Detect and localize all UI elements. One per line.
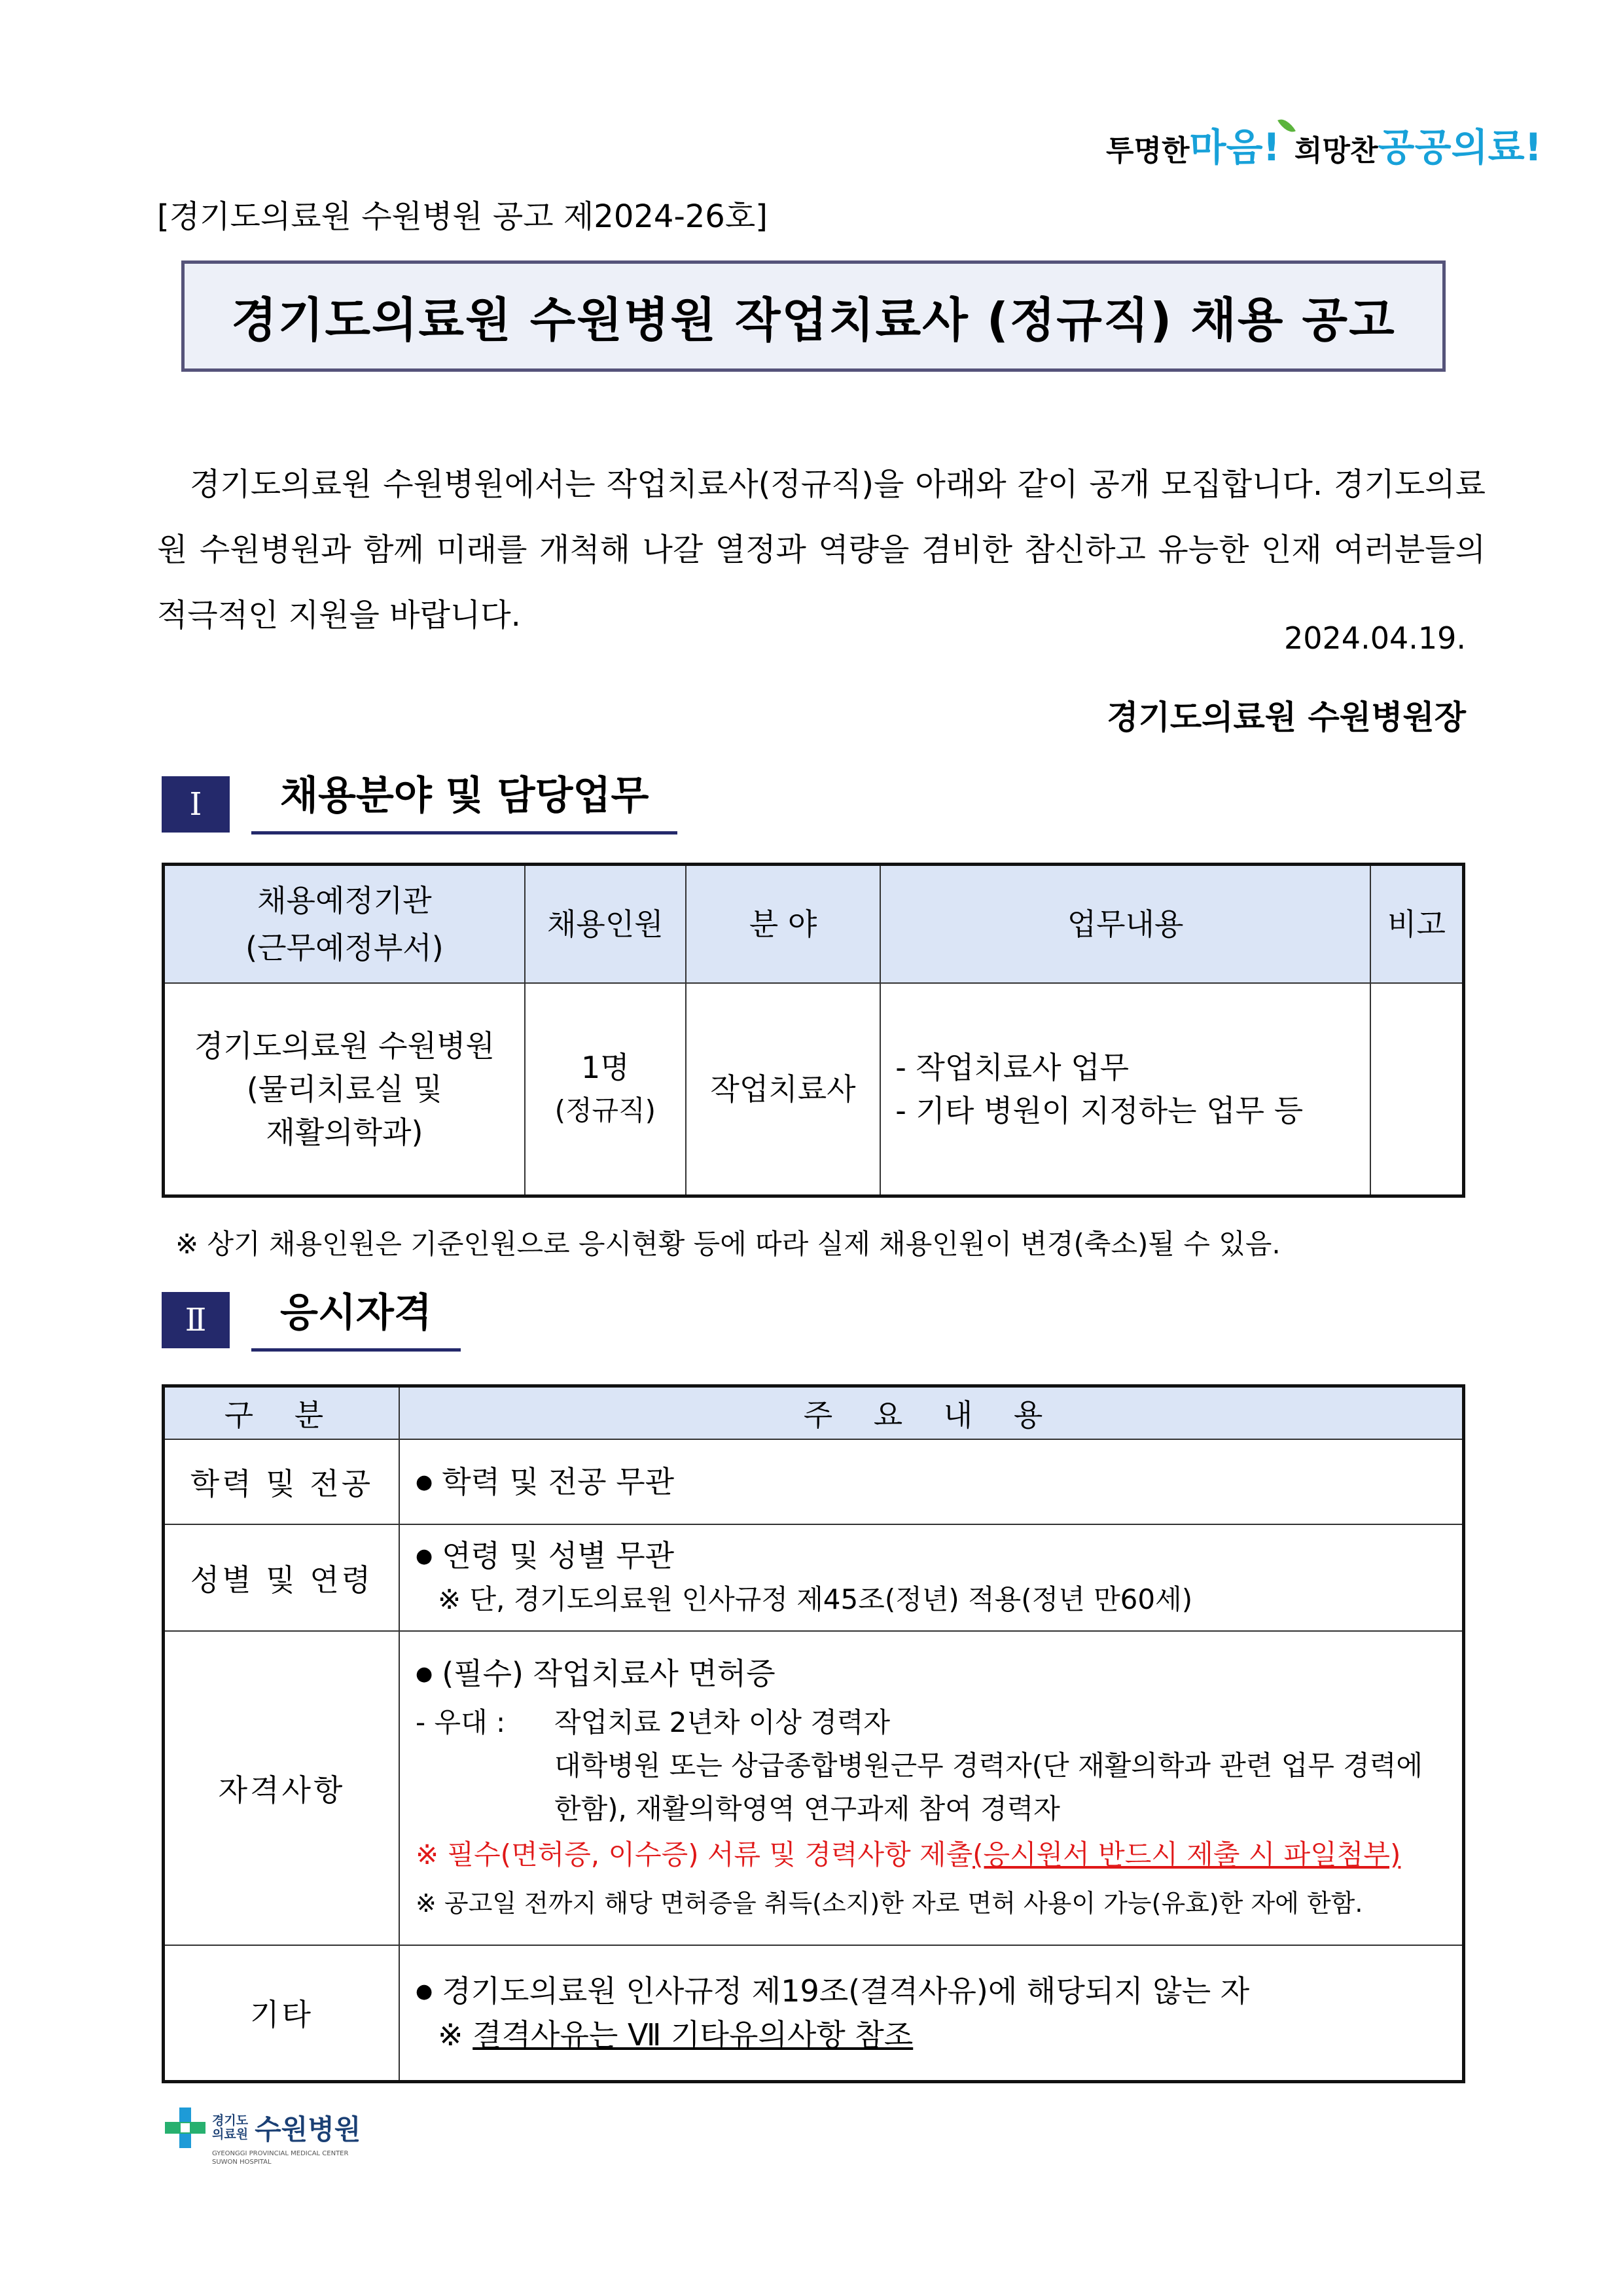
- cat-education: 학력 및 전공: [164, 1439, 400, 1524]
- logo-name: 수원병원: [255, 2113, 361, 2145]
- slogan-part2: 마음!: [1189, 125, 1281, 170]
- cat-qualification: 자격사항: [164, 1631, 400, 1945]
- pref-line1: 작업치료 2년차 이상 경력자: [554, 1706, 891, 1738]
- table-row: [164, 1439, 1464, 1524]
- section2-title: 응시자격: [251, 1282, 461, 1352]
- leaf-icon: [1277, 115, 1296, 136]
- slogan: [1106, 117, 1542, 171]
- license-note: ※ 공고일 전까지 해당 면허증을 취득(소지)한 자로 면허 사용이 가능(유효)한 자에 한함.: [416, 1888, 1363, 1918]
- cat-age: 성별 및 연령: [164, 1524, 400, 1631]
- required-docs-note: ※ 필수(면허증, 이수증) 서류 및 경력사항 제출(응시원서 반드시 제출 시 파일첨부): [416, 1838, 1401, 1871]
- section1-title: 채용분야 및 담당업무: [251, 764, 677, 834]
- cell-org: 경기도의료원 수원병원 (물리치료실 및 재활의학과): [164, 983, 525, 1196]
- header-category: 구 분: [164, 1386, 400, 1440]
- header-count: 채용인원: [525, 865, 686, 984]
- pref-label: - 우대 :: [416, 1706, 506, 1738]
- header-note: 비고: [1370, 865, 1464, 984]
- notice-date: 2024.04.19.: [1284, 620, 1466, 656]
- table-row: [164, 1524, 1464, 1631]
- etc-note: ※ 결격사유는 Ⅶ 기타유의사항 참조: [438, 2017, 914, 2053]
- slogan-part1: 투명한: [1106, 134, 1190, 168]
- positions-footnote: ※ 상기 채용인원은 기준인원으로 응시현황 등에 따라 실제 채용인원이 변경(축소)될 수 있음.: [175, 1228, 1281, 1260]
- cell-note: [1370, 983, 1464, 1196]
- section2-number: Ⅱ: [162, 1292, 230, 1348]
- page-title: 경기도의료원 수원병원 작업치료사 (정규직) 채용 공고: [231, 293, 1396, 348]
- positions-table: [162, 863, 1465, 1198]
- header-field: 분 야: [686, 865, 880, 984]
- intro-paragraph: [157, 452, 1486, 648]
- header-content: 주 요 내 용: [399, 1386, 1464, 1440]
- education-item: ● 학력 및 전공 무관: [416, 1460, 1446, 1504]
- cell-field: 작업치료사: [686, 983, 880, 1196]
- slogan-part4: 공공의료!: [1378, 125, 1543, 170]
- cell-count: 1명 (정규직): [525, 983, 686, 1196]
- header-org: 채용예정기관 (근무예정부서): [164, 865, 525, 984]
- header-duty: 업무내용: [880, 865, 1370, 984]
- age-note: ※ 단, 경기도의료원 인사규정 제45조(정년) 적용(정년 만60세): [438, 1583, 1193, 1615]
- cross-logo-icon: [165, 2108, 205, 2148]
- title-box: [181, 260, 1446, 372]
- section1-number: Ⅰ: [162, 776, 230, 833]
- eligibility-table: [162, 1384, 1465, 2083]
- pref-line2: 대학병원 또는 상급종합병원근무 경력자(단 재활의학과 관련 업무 경력에 한함), 재활의학영역 연구과제 참여 경력자: [554, 1749, 1423, 1825]
- etc-item: ● 경기도의료원 인사규정 제19조(결격사유)에 해당되지 않는 자: [416, 1969, 1446, 2013]
- qualification-item: ● (필수) 작업치료사 면허증: [416, 1652, 1446, 1696]
- disqualification-link[interactable]: 결격사유는 Ⅶ 기타유의사항 참조: [473, 2017, 914, 2053]
- table-row: [164, 983, 1464, 1196]
- cell-duty: - 작업치료사 업무 - 기타 병원이 지정하는 업무 등: [880, 983, 1370, 1196]
- slogan-part3: 희망찬: [1294, 134, 1378, 168]
- age-item: ● 연령 및 성별 무관: [416, 1534, 1446, 1578]
- intro-text: 경기도의료원 수원병원에서는 작업치료사(정규직)을 아래와 같이 공개 모집합니다. 경기도의료원 수원병원과 함께 미래를 개척해 나갈 열정과 역량을 겸비한 참신하고 유능한 인재 여러분들의 적극적인 지원을 바랍니다.: [157, 466, 1486, 634]
- issuer: 경기도의료원 수원병원장: [1107, 698, 1466, 736]
- cat-etc: 기타: [164, 1945, 400, 2081]
- hospital-logo: 경기도 의료원 수원병원 GYEONGGI PROVINCIAL MEDICAL CENTER SUWON HOSPITAL: [165, 2108, 361, 2166]
- table-row: [164, 1945, 1464, 2081]
- notice-number: [경기도의료원 수원병원 공고 제2024-26호]: [157, 198, 768, 235]
- table-row: [164, 1631, 1464, 1945]
